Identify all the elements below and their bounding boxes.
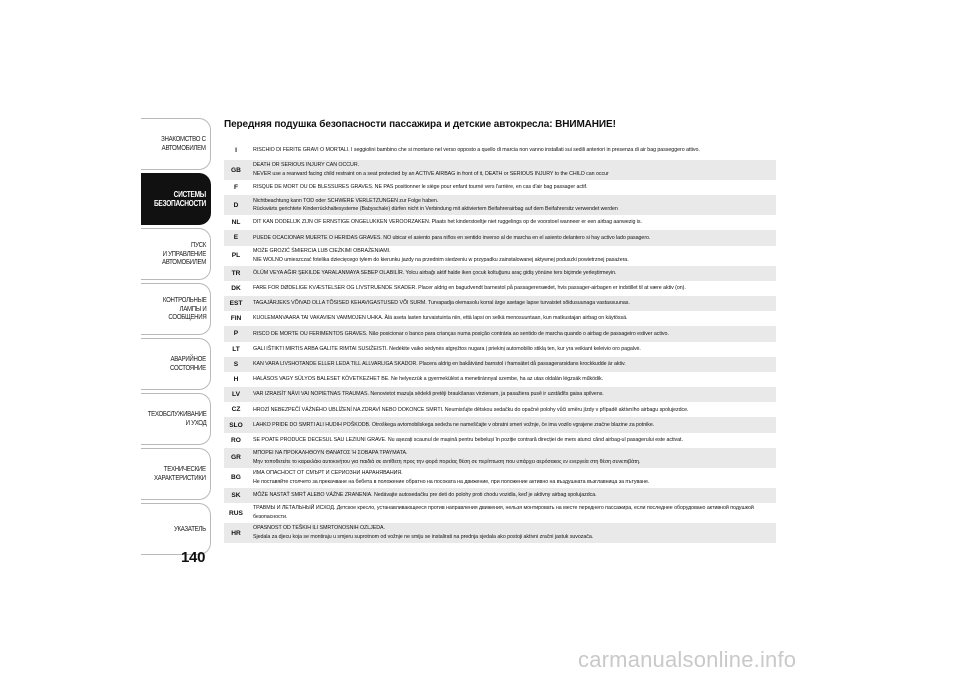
table-row <box>224 417 776 432</box>
warning-text: DEATH OR SERIOUS INJURY CAN OCCUR. NEVER use a rearward facing child restraint on a seat protected by an ACTIVE AIRBAG in front of it, DEATH or SERIOUS INJURY to the CHILD can occur <box>253 162 609 177</box>
warning-text: Nichtbeachtung kann TOD oder SCHWERE VERLETZUNGEN zur Folge haben. Rückwärts gerichtete Kinderrückhaltesysteme (Babyschale) dürfen nicht in Verbindung mit aktiviertem Beifahrerairbag auf dem Beifahrersitz verwendet werden <box>253 197 618 213</box>
language-code: BG <box>231 474 241 482</box>
language-code: RUS <box>229 509 243 517</box>
table-row <box>224 468 776 488</box>
language-code: LT <box>232 345 240 353</box>
language-code: NL <box>231 219 241 227</box>
tab-warning-lights[interactable] <box>141 283 211 335</box>
table-row <box>224 140 776 160</box>
tab-index[interactable] <box>141 503 211 555</box>
warning-text: RISQUE DE MORT OU DE BLESSURES GRAVES. NE PAS positionner le siège pour enfant tourné vers l'arrière, en cas d'air bag passager actif. <box>253 184 588 191</box>
warning-text: GALI IŠTIKTI MIRTIS ARBA GALITE RIMTAI SUSIŽEISTI. Nedėkite vaiko sėdynės atgręžtos nugara į priekinį automobilio stiklą ten, kur yra veikiant keleivio oro pagalvė. <box>253 345 641 352</box>
tab-starting-driving[interactable] <box>141 228 211 280</box>
language-code: HR <box>231 529 241 537</box>
tab-label: АВАРИЙНОЕ СОСТОЯНИЕ <box>170 354 206 372</box>
warning-text: RISCHIO DI FERITE GRAVI O MORTALI. I seggiolini bambino che si montano nel verso opposto a quello di marcia non vanno installati sui sedili anteriori in presenza di air bag passeggero attivo. <box>253 146 700 153</box>
table-row <box>224 195 776 215</box>
warning-text: FARE FOR DØDELIGE KVÆSTELSER OG LIVSTRUENDE SKADER. Placer aldrig en bagudvendt barnestol på passagerersædet, hvis passager-airbagen er indstillet til at være aktiv (on). <box>253 285 686 292</box>
language-code: F <box>233 184 239 192</box>
airbag-warning-table <box>224 140 776 543</box>
language-code: RO <box>231 436 241 444</box>
tab-label: СИСТЕМЫ БЕЗОПАСНОСТИ <box>154 189 206 208</box>
language-code: SLO <box>229 421 243 429</box>
page-number: 140 <box>181 549 206 566</box>
language-code: SK <box>231 491 241 499</box>
tab-label: ТЕХОБСЛУЖИВАНИЕ И УХОД <box>147 409 206 427</box>
warning-text: LAHKO PRIDE DO SMRTI ALI HUDIH POŠKODB. Otroškega avtomobilskega sedeža ne nameščajte v obratni smeri vožnje, če ima vozilo vgrajene zračne blazine za potnike. <box>253 421 655 428</box>
tab-safety-systems[interactable] <box>141 173 211 225</box>
warning-text: RISCO DE MORTE OU FERIMENTOS GRAVES. Não posicionar o banco para crianças numa posição contrária ao sentido de marcha quando o airbag de passageiro estiver activo. <box>253 330 669 337</box>
table-row <box>224 246 776 266</box>
table-row <box>224 372 776 387</box>
warning-text: DIT KAN DODELIJK ZIJN OF ERNSTIGE ONGELUKKEN VEROORZAKEN. Plaats het kinderstoeltje niet ruggelings op de voorstoel wanneer er een airbag aanwezig is. <box>253 219 642 226</box>
tab-getting-to-know[interactable] <box>141 118 211 170</box>
tab-maintenance[interactable] <box>141 393 211 445</box>
tab-label: УКАЗАТЕЛЬ <box>174 523 206 533</box>
warning-text: ТРАВМЫ И ЛЕТАЛЬНЫЙ ИСХОД. Детское кресло, устанавливающееся против направления движения, нельзя монтировать на месте переднего пассажира, если последнее оборудовано активной подушкой безопасности. <box>253 505 754 520</box>
table-row <box>224 266 776 281</box>
language-code: H <box>233 375 239 383</box>
table-row <box>224 503 776 523</box>
table-row <box>224 448 776 468</box>
language-code: DK <box>231 284 241 292</box>
language-code: I <box>235 146 237 154</box>
tab-label: КОНТРОЛЬНЫЕ ЛАМПЫ И СООБЩЕНИЯ <box>162 295 206 322</box>
table-row <box>224 281 776 296</box>
table-row <box>224 180 776 195</box>
warning-text: MOŻE GROZIĆ ŚMIERCIA LUB CIEŻKIMI OBRAŻENIAMI. NIE WOLNO umieszczać fotelika dziecięcego tyłem do kierunku jazdy na przednim siedzeniu w przypadku zainstalowanej aktywnej poduszki powietrznej pasażera. <box>253 247 629 263</box>
tab-label: ТЕХНИЧЕСКИЕ ХАРАКТЕРИСТИКИ <box>154 464 206 482</box>
tab-technical-specs[interactable] <box>141 448 211 500</box>
table-row <box>224 488 776 503</box>
table-row <box>224 215 776 230</box>
watermark: carmanualsonline.info <box>578 647 797 672</box>
table-row <box>224 402 776 417</box>
language-code: PL <box>231 252 241 260</box>
table-row <box>224 342 776 357</box>
warning-text: ИМА ОПАСНОСТ ОТ СМЪРТ И СЕРИОЗНИ НАРАНЯВАНИЯ. Не поставяйте столчето за прекачване на бебета в положение обратно на посоката на движение, при положение активно на въздушната възглавница за пътуване. <box>253 470 650 485</box>
table-row <box>224 311 776 326</box>
warning-text: SE POATE PRODUCE DECESUL SAU LEZIUNI GRAVE. Nu așezați scaunul de mașină pentru bebeluși în poziție contrară direcției de mers atunci când airbag-ul pasagerului este activat. <box>253 436 683 443</box>
warning-text: HROZÍ NEBEZPEČÍ VÁŽNÉHO UBLÍŽENÍ NA ZDRAVÍ NEBO DOKONCE SMRTI. Neumisťujte dětskou sedačku do opačné polohy vůči směru jízdy v případě aktivního airbagu spolujezdce. <box>253 406 689 413</box>
warning-text: ΜΠΟΡΕΙ ΝΑ ΠΡΟΚΑΛΗΘΟΥΝ ΘΑΝΑΤΟΣ Ή ΣΟΒΑΡΑ ΤΡΑΥΜΑΤΑ. Μην τοποθετείτε το καρεκλάκι αυτοκινήτου για παιδιά σε αντίθετη προς την φορά πορείας θέση σε περίπτωση που υπάρχει αερόσακος εν ενεργεία στη θέση συνεπιβάτη. <box>253 450 641 465</box>
language-code: P <box>233 330 239 338</box>
tab-label: ПУСК И УПРАВЛЕНИЕ АВТОМОБИЛЕМ <box>161 240 206 267</box>
language-code: E <box>233 234 239 242</box>
language-code: S <box>233 360 239 368</box>
warning-text: VAR IZRAISĪT NĀVI VAI NOPIETNAS TRAUMAS. Nenovietot mazuļa sēdekli pretēji braukšanas virzienam, ja pasažiera pusē ir uzstādīts gaisa spilvens. <box>253 391 604 398</box>
language-code: LV <box>232 391 240 399</box>
table-row <box>224 523 776 543</box>
tab-label: ЗНАКОМСТВО С АВТОМОБИЛЕМ <box>161 134 206 152</box>
table-row <box>224 326 776 341</box>
warning-text: ÖLÜM VEYA AĞIR ŞEKILDE YARALANMAYA SEBEP OLABILİR. Yolcu airbağı aktif halde iken çocuk koltuğunu araç gidiş yönüne ters biçimde yerleştirmeyin. <box>253 269 617 276</box>
table-row <box>224 160 776 180</box>
table-row <box>224 387 776 402</box>
warning-text: KUOLEMANVAARA TAI VAKAVIEN VAMMOJEN UHKA. Älä aseta lasten turvaistuinta niin, että lapsi on selkä menosuuntaan, kun matkustajan airbag on käytössä. <box>253 315 628 322</box>
warning-text: TAGAJÄRJEKS VÕIVAD OLLA TÕSISED KEHAVIGASTUSED VÕI SURM. Turvapadja olemasolu korral ärge asetage lapse turvaistet sõidusuunaga vastassuunas. <box>253 300 630 307</box>
warning-text: HALÁSOS VAGY SÚLYOS BALESET KÖVETKEZHET BE. Ne helyezzük a gyermekülést a menetiránnyal szembe, ha az utas oldalán légzsák működik. <box>253 376 604 383</box>
language-code: D <box>233 201 239 209</box>
warning-text: MÔŽE NASTAŤ SMRŤ ALEBO VÁŽNE ZRANENIA. Nedávajte autosedačku pre deti do polohy proti chodu vozidla, keď je aktívny airbag spolujazdca. <box>253 492 597 499</box>
language-code: GB <box>231 166 241 174</box>
table-row <box>224 296 776 311</box>
table-row <box>224 357 776 372</box>
tab-emergency[interactable] <box>141 338 211 390</box>
table-row <box>224 433 776 448</box>
language-code: FIN <box>230 315 242 323</box>
warning-text: KAN VARA LIVSHOTANDE ELLER LEDA TILL ALLVARLIGA SKADOR. Placera aldrig en bakåtvänd barnstol i framsätet då passagerarsidans krockkudde är aktiv. <box>253 360 626 367</box>
table-row <box>224 230 776 245</box>
warning-text: PUEDE OCACIONAR MUERTE O HERIDAS GRAVES. NO ubicar el asiento para niños en sentido inverso al de marcha en el asiento delantero si hay activo lado pasagero. <box>253 234 651 241</box>
language-code: CZ <box>231 406 241 414</box>
warning-text: OPASNOST OD TEŠKIH ILI SMRTONOSNIH OZLJEDA. Sjedala za djecu koja se montiraju u smjeru suprotnom od vožnje ne smiju se instalirati na prednja sjedala ako postoji aktivni zračni jastuk suvozača. <box>253 525 594 540</box>
language-code: EST <box>229 300 243 308</box>
language-code: GR <box>231 454 241 462</box>
language-code: TR <box>231 269 241 277</box>
section-title: Передняя подушка безопасности пассажира и детские автокресла: ВНИМАНИЕ! <box>224 119 616 130</box>
